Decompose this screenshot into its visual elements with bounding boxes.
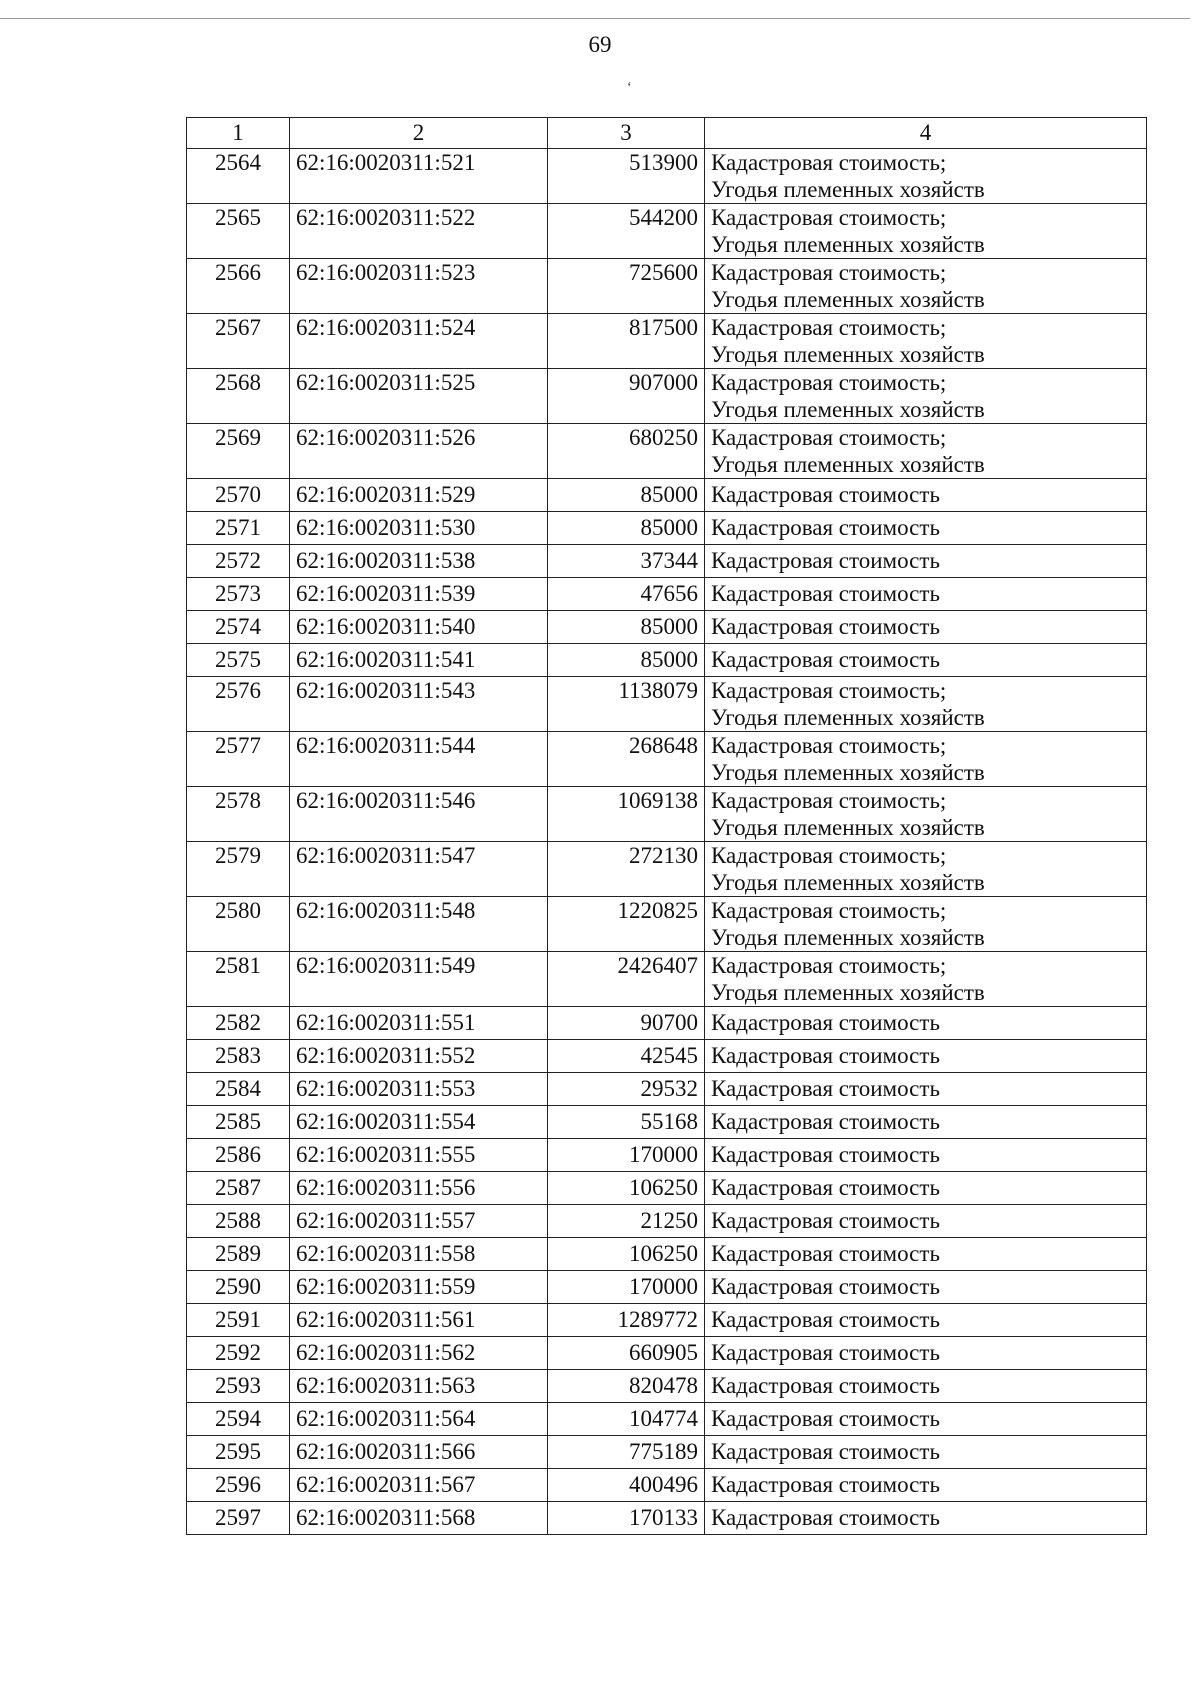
cadastral-value-cell: 37344 [548, 545, 705, 578]
table-row [187, 1238, 1147, 1271]
row-number-cell: 2586 [187, 1139, 290, 1172]
cadastral-number-cell: 62:16:0020311:566 [290, 1436, 548, 1469]
description-line: Угодья племенных хозяйств [711, 397, 985, 422]
table-row [187, 1139, 1147, 1172]
description-line: Кадастровая стоимость; [711, 788, 947, 813]
description-cell [705, 369, 1147, 424]
row-number-cell: 2570 [187, 479, 290, 512]
table-row [187, 677, 1147, 732]
table-row [187, 479, 1147, 512]
row-number-cell: 2594 [187, 1403, 290, 1436]
cadastral-number-cell: 62:16:0020311:522 [290, 204, 548, 259]
cadastral-value-cell: 660905 [548, 1337, 705, 1370]
cadastral-number-cell: 62:16:0020311:558 [290, 1238, 548, 1271]
description-line: Кадастровая стоимость [711, 581, 940, 606]
table-row [187, 644, 1147, 677]
cadastral-number-cell: 62:16:0020311:551 [290, 1007, 548, 1040]
cadastral-number-cell: 62:16:0020311:547 [290, 842, 548, 897]
cadastral-value-cell: 1289772 [548, 1304, 705, 1337]
description-line: Кадастровая стоимость; [711, 898, 947, 923]
cadastral-number-cell: 62:16:0020311:525 [290, 369, 548, 424]
description-cell [705, 314, 1147, 369]
description-line: Кадастровая стоимость [711, 548, 940, 573]
row-number-cell: 2572 [187, 545, 290, 578]
cadastral-value-cell: 170000 [548, 1139, 705, 1172]
row-number-cell: 2588 [187, 1205, 290, 1238]
cadastral-number-cell: 62:16:0020311:538 [290, 545, 548, 578]
cadastral-number-cell: 62:16:0020311:540 [290, 611, 548, 644]
table-row [187, 1106, 1147, 1139]
table-row [187, 545, 1147, 578]
cadastral-value-cell: 1220825 [548, 897, 705, 952]
table-row [187, 897, 1147, 952]
row-number-cell: 2580 [187, 897, 290, 952]
description-line: Кадастровая стоимость [711, 1043, 940, 1068]
row-number-cell: 2568 [187, 369, 290, 424]
row-number-cell: 2590 [187, 1271, 290, 1304]
cadastral-number-cell: 62:16:0020311:563 [290, 1370, 548, 1403]
header-col-1: 1 [187, 118, 290, 149]
cadastral-number-cell: 62:16:0020311:546 [290, 787, 548, 842]
table-row [187, 1403, 1147, 1436]
description-cell [705, 611, 1147, 644]
description-line: Угодья племенных хозяйств [711, 815, 985, 840]
cadastral-value-cell: 725600 [548, 259, 705, 314]
description-line: Кадастровая стоимость; [711, 953, 947, 978]
description-cell [705, 1073, 1147, 1106]
cadastral-number-cell: 62:16:0020311:549 [290, 952, 548, 1007]
cadastral-value-cell: 400496 [548, 1469, 705, 1502]
page-number: 69 [588, 32, 612, 57]
cadastral-value-cell: 21250 [548, 1205, 705, 1238]
table-body [187, 149, 1147, 1535]
row-number-cell: 2593 [187, 1370, 290, 1403]
table-row [187, 1073, 1147, 1106]
row-number-cell: 2571 [187, 512, 290, 545]
table-row [187, 1304, 1147, 1337]
description-line: Угодья племенных хозяйств [711, 177, 985, 202]
cadastral-number-cell: 62:16:0020311:530 [290, 512, 548, 545]
cadastral-number-cell: 62:16:0020311:564 [290, 1403, 548, 1436]
cadastral-number-cell: 62:16:0020311:523 [290, 259, 548, 314]
table-row [187, 611, 1147, 644]
description-cell [705, 644, 1147, 677]
description-line: Кадастровая стоимость [711, 1241, 940, 1266]
description-line: Кадастровая стоимость; [711, 733, 947, 758]
description-cell [705, 545, 1147, 578]
row-number-cell: 2569 [187, 424, 290, 479]
description-cell [705, 1436, 1147, 1469]
table-row [187, 842, 1147, 897]
description-line: Угодья племенных хозяйств [711, 232, 985, 257]
description-line: Кадастровая стоимость [711, 1505, 940, 1530]
description-line: Кадастровая стоимость [711, 482, 940, 507]
description-cell [705, 677, 1147, 732]
page-top-border [0, 18, 1190, 19]
table-row [187, 204, 1147, 259]
description-cell [705, 1403, 1147, 1436]
description-line: Кадастровая стоимость [711, 515, 940, 540]
description-cell [705, 1106, 1147, 1139]
description-line: Кадастровая стоимость [711, 1472, 940, 1497]
description-cell [705, 1205, 1147, 1238]
row-number-cell: 2573 [187, 578, 290, 611]
description-line: Кадастровая стоимость [711, 647, 940, 672]
description-line: Кадастровая стоимость; [711, 205, 947, 230]
description-line: Угодья племенных хозяйств [711, 452, 985, 477]
description-line: Кадастровая стоимость [711, 1307, 940, 1332]
cadastral-value-cell: 2426407 [548, 952, 705, 1007]
description-line: Кадастровая стоимость; [711, 678, 947, 703]
row-number-cell: 2579 [187, 842, 290, 897]
table-row [187, 787, 1147, 842]
table-row [187, 578, 1147, 611]
cadastral-value-cell: 817500 [548, 314, 705, 369]
cadastral-value-cell: 29532 [548, 1073, 705, 1106]
row-number-cell: 2589 [187, 1238, 290, 1271]
cadastral-value-cell: 272130 [548, 842, 705, 897]
cadastral-number-cell: 62:16:0020311:559 [290, 1271, 548, 1304]
cadastral-number-cell: 62:16:0020311:568 [290, 1502, 548, 1535]
cadastral-value-cell: 680250 [548, 424, 705, 479]
description-cell [705, 1007, 1147, 1040]
description-line: Кадастровая стоимость; [711, 370, 947, 395]
cadastral-value-cell: 820478 [548, 1370, 705, 1403]
description-line: Кадастровая стоимость; [711, 425, 947, 450]
description-line: Кадастровая стоимость [711, 1109, 940, 1134]
table-row [187, 1007, 1147, 1040]
description-line: Кадастровая стоимость [711, 1439, 940, 1464]
cadastral-value-cell: 85000 [548, 644, 705, 677]
cadastral-number-cell: 62:16:0020311:541 [290, 644, 548, 677]
description-cell [705, 1337, 1147, 1370]
description-cell [705, 842, 1147, 897]
description-line: Угодья племенных хозяйств [711, 705, 985, 730]
cadastral-number-cell: 62:16:0020311:554 [290, 1106, 548, 1139]
table-row [187, 424, 1147, 479]
description-line: Кадастровая стоимость; [711, 315, 947, 340]
row-number-cell: 2582 [187, 1007, 290, 1040]
row-number-cell: 2583 [187, 1040, 290, 1073]
cadastral-number-cell: 62:16:0020311:552 [290, 1040, 548, 1073]
table-row [187, 259, 1147, 314]
scan-speck: ‘ [627, 80, 632, 95]
table-row [187, 1172, 1147, 1205]
description-cell [705, 512, 1147, 545]
cadastral-value-cell: 85000 [548, 611, 705, 644]
description-line: Кадастровая стоимость [711, 1373, 940, 1398]
row-number-cell: 2591 [187, 1304, 290, 1337]
row-number-cell: 2578 [187, 787, 290, 842]
table-row [187, 732, 1147, 787]
description-line: Кадастровая стоимость [711, 1340, 940, 1365]
description-cell [705, 897, 1147, 952]
description-line: Кадастровая стоимость [711, 1175, 940, 1200]
description-cell [705, 732, 1147, 787]
table-row [187, 314, 1147, 369]
description-line: Кадастровая стоимость [711, 614, 940, 639]
cadastral-value-cell: 90700 [548, 1007, 705, 1040]
row-number-cell: 2576 [187, 677, 290, 732]
table-row [187, 149, 1147, 204]
row-number-cell: 2595 [187, 1436, 290, 1469]
row-number-cell: 2581 [187, 952, 290, 1007]
cadastral-number-cell: 62:16:0020311:562 [290, 1337, 548, 1370]
cadastral-value-cell: 85000 [548, 512, 705, 545]
cadastral-value-cell: 907000 [548, 369, 705, 424]
description-cell [705, 204, 1147, 259]
table-row [187, 1337, 1147, 1370]
description-cell [705, 1469, 1147, 1502]
cadastral-value-cell: 47656 [548, 578, 705, 611]
cadastral-value-cell: 55168 [548, 1106, 705, 1139]
cadastral-number-cell: 62:16:0020311:555 [290, 1139, 548, 1172]
description-line: Кадастровая стоимость; [711, 260, 947, 285]
row-number-cell: 2577 [187, 732, 290, 787]
description-cell [705, 1040, 1147, 1073]
table-row [187, 1436, 1147, 1469]
row-number-cell: 2597 [187, 1502, 290, 1535]
description-line: Кадастровая стоимость [711, 1406, 940, 1431]
cadastral-number-cell: 62:16:0020311:561 [290, 1304, 548, 1337]
description-line: Кадастровая стоимость [711, 1142, 940, 1167]
cadastral-value-cell: 775189 [548, 1436, 705, 1469]
description-cell [705, 424, 1147, 479]
cadastral-value-cell: 42545 [548, 1040, 705, 1073]
table-row [187, 1040, 1147, 1073]
header-col-2: 2 [290, 118, 548, 149]
cadastral-number-cell: 62:16:0020311:521 [290, 149, 548, 204]
cadastral-number-cell: 62:16:0020311:529 [290, 479, 548, 512]
description-cell [705, 1172, 1147, 1205]
row-number-cell: 2592 [187, 1337, 290, 1370]
table-row [187, 1469, 1147, 1502]
description-cell [705, 149, 1147, 204]
row-number-cell: 2596 [187, 1469, 290, 1502]
table-row [187, 1502, 1147, 1535]
cadastral-number-cell: 62:16:0020311:556 [290, 1172, 548, 1205]
description-cell [705, 578, 1147, 611]
description-line: Кадастровая стоимость; [711, 150, 947, 175]
row-number-cell: 2566 [187, 259, 290, 314]
cadastral-number-cell: 62:16:0020311:544 [290, 732, 548, 787]
header-col-4: 4 [705, 118, 1147, 149]
description-cell [705, 259, 1147, 314]
description-cell [705, 1304, 1147, 1337]
description-cell [705, 1370, 1147, 1403]
cadastral-number-cell: 62:16:0020311:526 [290, 424, 548, 479]
cadastral-value-cell: 85000 [548, 479, 705, 512]
cadastral-number-cell: 62:16:0020311:557 [290, 1205, 548, 1238]
table-row [187, 369, 1147, 424]
header-col-3: 3 [548, 118, 705, 149]
description-cell [705, 1139, 1147, 1172]
cadastral-value-cell: 170000 [548, 1271, 705, 1304]
cadastral-value-cell: 1138079 [548, 677, 705, 732]
cadastral-table [186, 117, 1147, 1535]
table-row [187, 1271, 1147, 1304]
description-line: Угодья племенных хозяйств [711, 287, 985, 312]
cadastral-number-cell: 62:16:0020311:539 [290, 578, 548, 611]
row-number-cell: 2587 [187, 1172, 290, 1205]
description-cell [705, 1271, 1147, 1304]
cadastral-number-cell: 62:16:0020311:548 [290, 897, 548, 952]
cadastral-number-cell: 62:16:0020311:553 [290, 1073, 548, 1106]
row-number-cell: 2575 [187, 644, 290, 677]
description-line: Кадастровая стоимость [711, 1208, 940, 1233]
description-line: Угодья племенных хозяйств [711, 342, 985, 367]
row-number-cell: 2564 [187, 149, 290, 204]
cadastral-value-cell: 268648 [548, 732, 705, 787]
row-number-cell: 2585 [187, 1106, 290, 1139]
description-line: Угодья племенных хозяйств [711, 925, 985, 950]
description-cell [705, 1238, 1147, 1271]
cadastral-value-cell: 104774 [548, 1403, 705, 1436]
description-line: Угодья племенных хозяйств [711, 760, 985, 785]
description-line: Угодья племенных хозяйств [711, 870, 985, 895]
table-header-row [187, 118, 1147, 149]
cadastral-value-cell: 513900 [548, 149, 705, 204]
table-row [187, 1370, 1147, 1403]
cadastral-value-cell: 106250 [548, 1172, 705, 1205]
row-number-cell: 2567 [187, 314, 290, 369]
table-row [187, 1205, 1147, 1238]
cadastral-value-cell: 170133 [548, 1502, 705, 1535]
description-cell [705, 479, 1147, 512]
description-cell [705, 787, 1147, 842]
cadastral-number-cell: 62:16:0020311:567 [290, 1469, 548, 1502]
row-number-cell: 2565 [187, 204, 290, 259]
cadastral-value-cell: 106250 [548, 1238, 705, 1271]
description-line: Угодья племенных хозяйств [711, 980, 985, 1005]
description-line: Кадастровая стоимость [711, 1274, 940, 1299]
cadastral-value-cell: 1069138 [548, 787, 705, 842]
description-line: Кадастровая стоимость; [711, 843, 947, 868]
description-line: Кадастровая стоимость [711, 1010, 940, 1035]
description-cell [705, 952, 1147, 1007]
description-line: Кадастровая стоимость [711, 1076, 940, 1101]
table-row [187, 952, 1147, 1007]
cadastral-value-cell: 544200 [548, 204, 705, 259]
row-number-cell: 2584 [187, 1073, 290, 1106]
row-number-cell: 2574 [187, 611, 290, 644]
description-cell [705, 1502, 1147, 1535]
cadastral-number-cell: 62:16:0020311:524 [290, 314, 548, 369]
table-row [187, 512, 1147, 545]
cadastral-number-cell: 62:16:0020311:543 [290, 677, 548, 732]
